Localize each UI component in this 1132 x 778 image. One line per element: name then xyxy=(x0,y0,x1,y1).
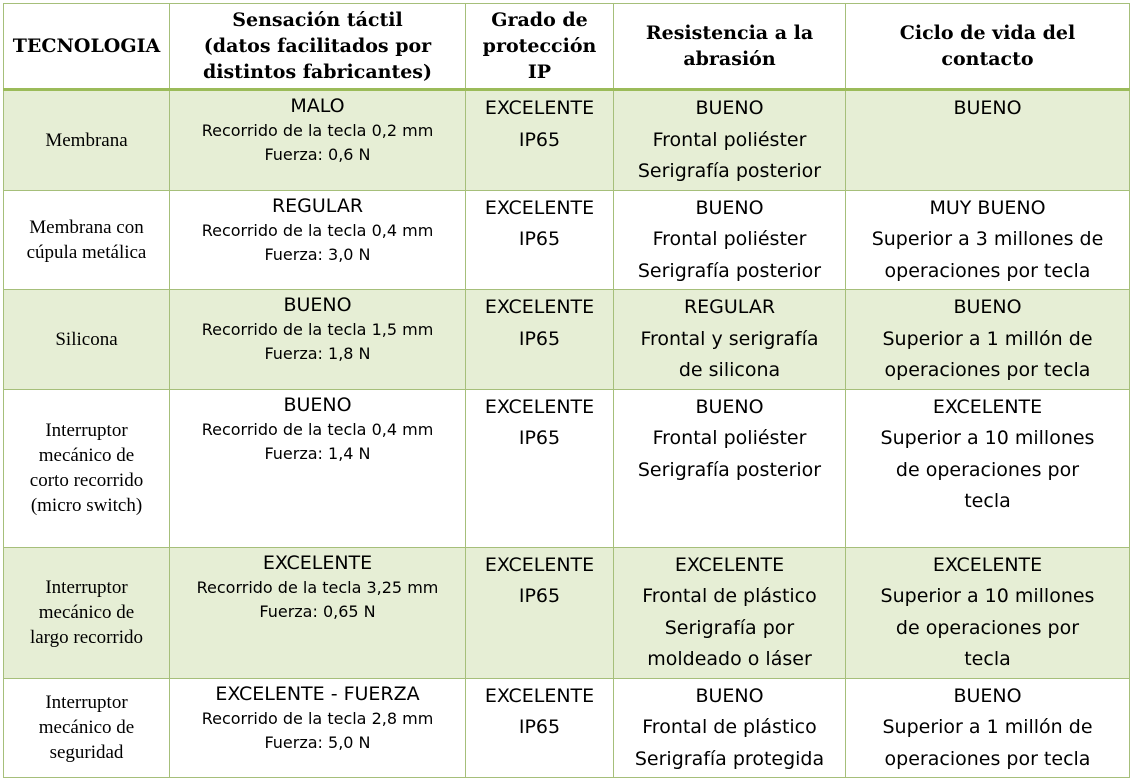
header-tactile: Sensación táctil (datos facilitados por distintos fabricantes) xyxy=(170,4,466,90)
life-cell: BUENO Superior a 1 millón de operaciones por tecla xyxy=(846,290,1130,390)
tech-cell: Interruptor mecánico de largo recorrido xyxy=(4,547,170,678)
abrasion-cell: REGULAR Frontal y serigrafía de silicona xyxy=(614,290,846,390)
header-technology: TECNOLOGIA xyxy=(4,4,170,90)
ip-cell: EXCELENTE IP65 xyxy=(466,190,614,290)
tactile-cell: REGULAR Recorrido de la tecla 0,4 mm Fuerza: 3,0 N xyxy=(170,190,466,290)
tactile-cell: BUENO Recorrido de la tecla 0,4 mm Fuerza: 1,4 N xyxy=(170,389,466,547)
technology-comparison-table xyxy=(3,3,1130,778)
tactile-cell: EXCELENTE - FUERZA Recorrido de la tecla 2,8 mm Fuerza: 5,0 N xyxy=(170,678,466,778)
tech-cell: Membrana xyxy=(4,90,170,191)
table-row xyxy=(4,190,1130,290)
tech-cell: Membrana con cúpula metálica xyxy=(4,190,170,290)
header-life: Ciclo de vida del contacto xyxy=(846,4,1130,90)
tactile-cell: MALO Recorrido de la tecla 0,2 mm Fuerza: 0,6 N xyxy=(170,90,466,191)
table-row xyxy=(4,547,1130,678)
abrasion-cell: BUENO Frontal poliéster Serigrafía posterior xyxy=(614,190,846,290)
table-row xyxy=(4,389,1130,547)
life-cell: EXCELENTE Superior a 10 millones de operaciones por tecla xyxy=(846,547,1130,678)
table-row xyxy=(4,90,1130,191)
ip-cell: EXCELENTE IP65 xyxy=(466,547,614,678)
life-cell: MUY BUENO Superior a 3 millones de operaciones por tecla xyxy=(846,190,1130,290)
life-cell: BUENO Superior a 1 millón de operaciones por tecla xyxy=(846,678,1130,778)
tactile-cell: BUENO Recorrido de la tecla 1,5 mm Fuerza: 1,8 N xyxy=(170,290,466,390)
ip-cell: EXCELENTE IP65 xyxy=(466,389,614,547)
header-ip: Grado de protección IP xyxy=(466,4,614,90)
tactile-cell: EXCELENTE Recorrido de la tecla 3,25 mm Fuerza: 0,65 N xyxy=(170,547,466,678)
life-cell: EXCELENTE Superior a 10 millones de operaciones por tecla xyxy=(846,389,1130,547)
table-row xyxy=(4,678,1130,778)
ip-cell: EXCELENTE IP65 xyxy=(466,90,614,191)
abrasion-cell: BUENO Frontal poliéster Serigrafía posterior xyxy=(614,90,846,191)
header-row xyxy=(4,4,1130,90)
life-cell: BUENO xyxy=(846,90,1130,191)
header-abrasion: Resistencia a la abrasión xyxy=(614,4,846,90)
tech-cell: Silicona xyxy=(4,290,170,390)
tech-cell: Interruptor mecánico de corto recorrido (micro switch) xyxy=(4,389,170,547)
table-row xyxy=(4,290,1130,390)
tech-cell: Interruptor mecánico de seguridad xyxy=(4,678,170,778)
abrasion-cell: EXCELENTE Frontal de plástico Serigrafía por moldeado o láser xyxy=(614,547,846,678)
abrasion-cell: BUENO Frontal poliéster Serigrafía posterior xyxy=(614,389,846,547)
ip-cell: EXCELENTE IP65 xyxy=(466,290,614,390)
abrasion-cell: BUENO Frontal de plástico Serigrafía protegida xyxy=(614,678,846,778)
ip-cell: EXCELENTE IP65 xyxy=(466,678,614,778)
